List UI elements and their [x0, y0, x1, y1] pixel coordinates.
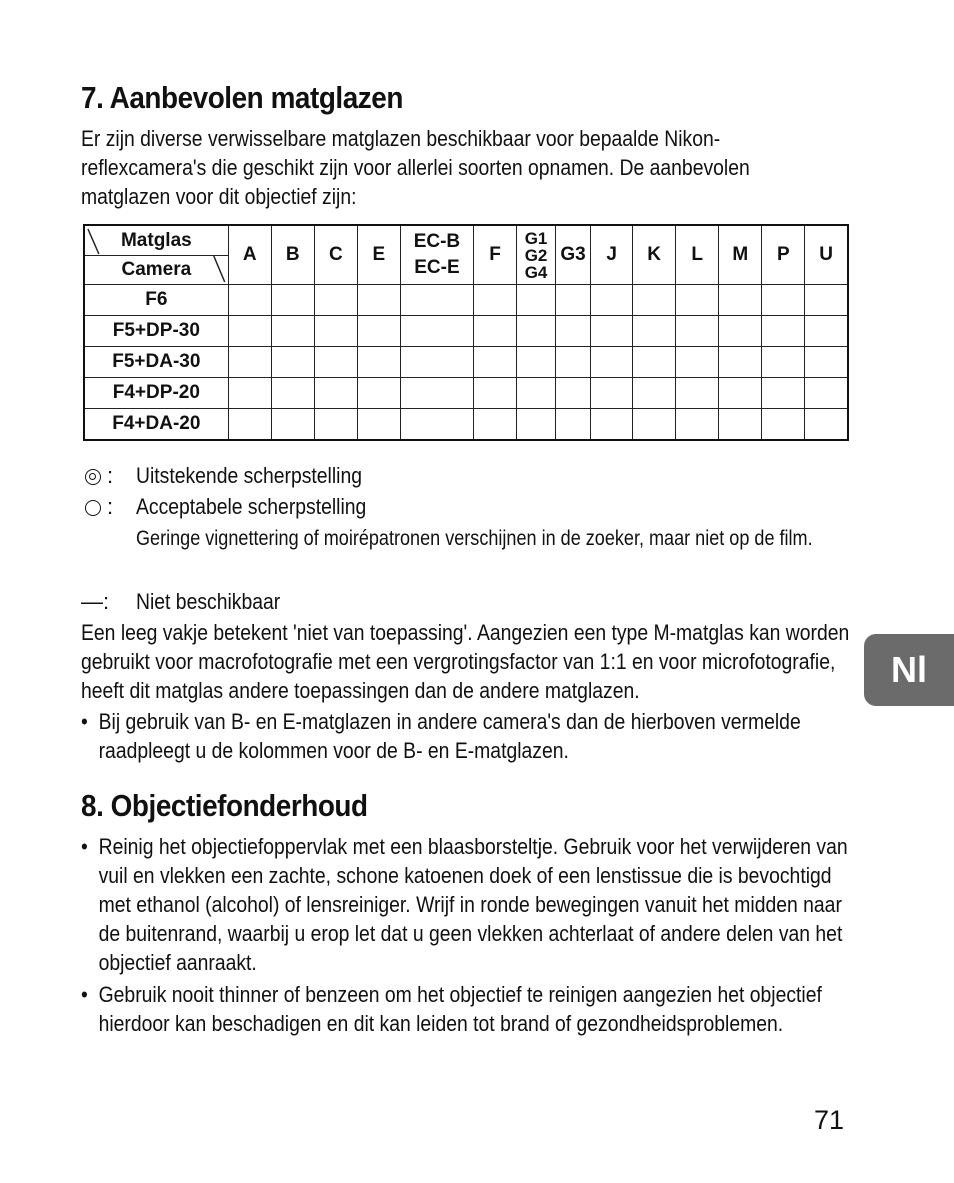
table-cell: [228, 285, 271, 316]
page-number: 71: [813, 1105, 844, 1135]
section-8-bullets: [81, 832, 855, 1041]
col-header-c: C: [314, 225, 357, 285]
table-cell: [228, 409, 271, 441]
table-cell: [556, 347, 591, 378]
table-cell: [633, 378, 676, 409]
table-cell: [357, 378, 400, 409]
table-cell: [271, 347, 314, 378]
col-header-e: E: [357, 225, 400, 285]
legend-symbol-acceptable: :: [81, 491, 136, 522]
table-cell: [719, 347, 762, 378]
table-cell: [517, 347, 556, 378]
col-header-g2: G2: [524, 245, 548, 265]
table-row: [84, 316, 848, 347]
list-item: • Gebruik nooit thinner of benzeen om het objectief te reinigen aangezien het objectief hierdoor kan beschadigen en dit kan leiden tot brand of gezondheidsproblemen.: [81, 980, 855, 1038]
table-row: [84, 347, 848, 378]
table-cell: [805, 378, 848, 409]
table-cell: [517, 378, 556, 409]
col-header-p: P: [762, 225, 805, 285]
table-cell: [271, 378, 314, 409]
col-header-g1: G1: [524, 228, 548, 248]
table-cell: [228, 316, 271, 347]
table-cell: [719, 285, 762, 316]
row-header-camera: F5+DA-30: [84, 347, 228, 378]
table-cell: [400, 409, 473, 441]
table-cell: [473, 409, 516, 441]
table-cell: [556, 378, 591, 409]
double-circle-icon: [85, 469, 101, 485]
col-header-j: J: [591, 225, 633, 285]
col-header-a: A: [228, 225, 271, 285]
legend-note-acceptable: Geringe vignettering of moirépatronen verschijnen in de zoeker, maar niet op de film.: [136, 527, 813, 550]
col-header-g4: G4: [524, 262, 548, 282]
col-header-ec-b: EC-B: [413, 231, 461, 252]
table-header-row: [84, 225, 848, 285]
table-cell: [591, 316, 633, 347]
list-item: • Reinig het objectiefoppervlak met een blaasborsteltje. Gebruik voor het verwijderen van vuil en vlekken een zachte, schone katoenen doek of een lenstissue die is bevochtigd met ethanol (alcohol) of lensreiniger. Wrijf in ronde bewegingen vanuit het midden naar de buitenrand, waarbij u erop let dat u geen vlekken achterlaat of andere delen van het objectief aanraakt.: [81, 832, 855, 977]
table-cell: [633, 347, 676, 378]
table-corner-cell: [84, 225, 228, 285]
table-cell: [314, 347, 357, 378]
table-cell: [805, 409, 848, 441]
table-cell: [400, 316, 473, 347]
corner-label-screen: Matglas: [85, 227, 228, 256]
table-cell: [591, 285, 633, 316]
table-cell: [719, 378, 762, 409]
row-header-camera: F4+DA-20: [84, 409, 228, 441]
list-item: • Bij gebruik van B- en E-matglazen in andere camera's dan de hierboven vermelde raadpleegt u de kolommen voor de B- en E-matglazen.: [81, 707, 855, 765]
table-row: [84, 285, 848, 316]
table-cell: [591, 347, 633, 378]
table-cell: [517, 409, 556, 441]
table-cell: [473, 285, 516, 316]
col-header-f: F: [473, 225, 516, 285]
legend-text-acceptable: Acceptabele scherpstelling: [136, 494, 367, 519]
circle-icon: [85, 500, 101, 516]
table-cell: [271, 285, 314, 316]
table-body: [84, 285, 848, 441]
corner-label-camera: Camera: [121, 258, 192, 280]
table-cell: [762, 285, 805, 316]
table-cell: [357, 285, 400, 316]
legend-row-excellent: [81, 460, 881, 491]
table-cell: [762, 316, 805, 347]
table-cell: [314, 316, 357, 347]
col-header-l: L: [676, 225, 719, 285]
col-header-m: M: [719, 225, 762, 285]
table-cell: [762, 409, 805, 441]
table-cell: [473, 378, 516, 409]
row-header-camera: F4+DP-20: [84, 378, 228, 409]
legend-row-not-available: [81, 586, 881, 617]
legend-symbol-not-available: —:: [81, 589, 110, 614]
table-cell: [357, 409, 400, 441]
section-7-title: 7. Aanbevolen matglazen: [81, 80, 403, 115]
col-header-k: K: [633, 225, 676, 285]
table-cell: [676, 409, 719, 441]
table-cell: [314, 409, 357, 441]
legend: [81, 460, 881, 614]
table-cell: [591, 378, 633, 409]
table-cell: [228, 347, 271, 378]
table-cell: [357, 347, 400, 378]
table-cell: [591, 409, 633, 441]
table-cell: [271, 409, 314, 441]
col-header-b: B: [271, 225, 314, 285]
col-header-ec-e: EC-E: [414, 257, 460, 278]
section-7-intro: Er zijn diverse verwisselbare matglazen beschikbaar voor bepaalde Nikon-reflexcamera's die geschikt zijn voor allerlei soorten opnamen. De aanbevolen matglazen voor dit objectief zijn:: [81, 126, 750, 209]
legend-text-excellent: Uitstekende scherpstelling: [136, 463, 362, 488]
table-cell: [473, 316, 516, 347]
table-cell: [719, 409, 762, 441]
table-cell: [762, 347, 805, 378]
table-cell: [805, 316, 848, 347]
table-cell: [228, 378, 271, 409]
legend-row-acceptable: [81, 491, 881, 522]
table-cell: [400, 347, 473, 378]
table-cell: [357, 316, 400, 347]
corner-diagonal-lines: [85, 226, 228, 284]
table-cell: [517, 285, 556, 316]
language-tab: Nl: [864, 634, 954, 706]
table-cell: [676, 347, 719, 378]
section-7-bullets: [81, 707, 855, 768]
table-cell: [517, 316, 556, 347]
table-cell: [314, 285, 357, 316]
table-cell: [676, 285, 719, 316]
legend-symbol-excellent: :: [81, 460, 136, 491]
row-header-camera: F5+DP-30: [84, 316, 228, 347]
row-header-camera: F6: [84, 285, 228, 316]
empty-cell-paragraph: Een leeg vakje betekent 'niet van toepassing'. Aangezien een type M-matglas kan worden gebruikt voor macrofotografie met een vergrotingsfactor van 1:1 en voor microfotografie, heeft dit matglas andere toepassingen dan de andere matglazen.: [81, 620, 850, 703]
table-cell: [556, 409, 591, 441]
section-8-title: 8. Objectiefonderhoud: [81, 788, 368, 823]
table-cell: [633, 409, 676, 441]
table-cell: [633, 316, 676, 347]
col-header-ec: [400, 225, 473, 285]
legend-text-not-available: Niet beschikbaar: [136, 589, 281, 614]
col-header-u: U: [805, 225, 848, 285]
col-header-g: [517, 225, 556, 285]
table-cell: [633, 285, 676, 316]
table-cell: [271, 316, 314, 347]
col-header-g3: G3: [556, 225, 591, 285]
table-cell: [805, 285, 848, 316]
table-cell: [400, 285, 473, 316]
table-cell: [556, 285, 591, 316]
table-cell: [676, 316, 719, 347]
table-cell: [676, 378, 719, 409]
table-cell: [556, 316, 591, 347]
table-cell: [473, 347, 516, 378]
table-row: [84, 378, 848, 409]
focusing-screen-table: [83, 224, 849, 441]
table-cell: [314, 378, 357, 409]
table-cell: [719, 316, 762, 347]
table-cell: [400, 378, 473, 409]
page-content: [81, 80, 851, 1036]
table-cell: [762, 378, 805, 409]
table-cell: [805, 347, 848, 378]
table-row: [84, 409, 848, 441]
